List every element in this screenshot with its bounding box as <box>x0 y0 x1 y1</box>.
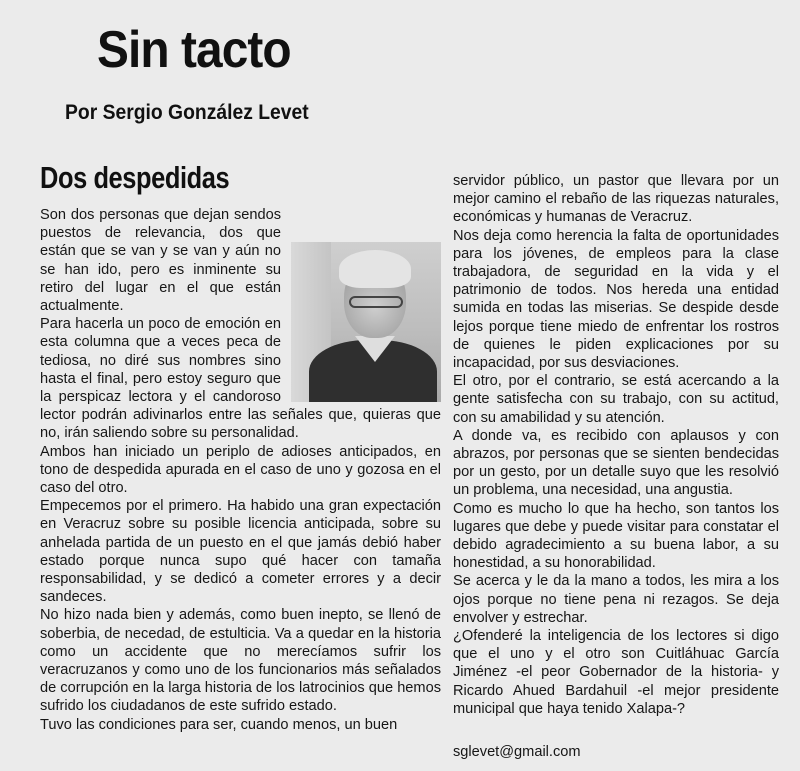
paragraph: Son dos personas que dejan sendos puestos de relevancia, dos que están que se van y se van y aún no se han ido, pero es inminente su retiro del lugar en el que están actualmente. <box>40 207 281 315</box>
article-headline: Dos despedidas <box>40 160 230 195</box>
paragraph: Como es mucho lo que ha hecho, son tantos los lugares que debe y puede visitar para constatar el debido agradecimiento a su buena labor, a su honestidad, a su honorabilidad. <box>453 500 779 572</box>
paragraph: Se acerca y le da la mano a todos, les mira a los ojos porque no tiene pena ni rezagos. Se deja envolver y estrechar. <box>453 573 779 626</box>
author-email: sglevet@gmail.com <box>453 744 581 760</box>
paragraph: ¿Ofenderé la inteligencia de los lectores si digo que el uno y el otro son Cuitláhuac García Jiménez -el peor Gobernador de la historia- y Ricardo Ahued Bardahuil -el mejor presidente municipal que haya tenido Xalapa-? <box>453 628 779 717</box>
byline: Por Sergio González Levet <box>65 101 309 124</box>
paragraph: El otro, por el contrario, se está acercando a la gente satisfecha con su trabajo, con su actitud, con su amabilidad y su atención. <box>453 373 779 426</box>
paragraph: Empecemos por el primero. Ha habido una gran expectación en Veracruz sobre su posible licencia anticipada, sobre su anhelada partida de un puesto en el que jamás debió haber estado porque nunca supo qué hacer con tamaña responsabilidad, y se dedicó a cometer errores y a decir sandeces. <box>40 498 441 606</box>
right-column <box>453 172 779 718</box>
paragraph: servidor público, un pastor que llevara por un mejor camino el rebaño de las riquezas naturales, económicas y humanas de Veracruz. <box>453 173 779 226</box>
paragraph: Ambos han iniciado un periplo de adioses anticipados, en tono de despedida apurada en el caso de uno y gozosa en el caso del otro. <box>40 443 441 497</box>
left-column <box>40 206 441 734</box>
author-photo <box>291 242 441 402</box>
paragraph: A donde va, es recibido con aplausos y con abrazos, por personas que se sienten bendecidas por un gesto, por un detalle suyo que les resolvió un problema, una necesidad, una angustia. <box>453 427 779 499</box>
paragraph: Nos deja como herencia la falta de oportunidades para los jóvenes, de empleos para la clase trabajadora, de seguridad en la vida y el patrimonio de todos. Nos hereda una entidad sumida en todas las miserias. Se despide desde lejos porque tiene miedo de enfrentar los rostros de quienes le piden explicaciones por su incapacidad, por sus desviaciones. <box>453 227 779 372</box>
paragraph: Para hacerla un poco de emoción en esta columna que a veces peca de tediosa, no diré sus nombres sino hasta el final, pero estoy seguro que la perspicaz lectora y el candoroso lector podrán adivinarlos entre las señales que, quieras que no, irán saliendo sobre su personalidad. <box>40 316 441 442</box>
paragraph: No hizo nada bien y además, como buen inepto, se llenó de soberbia, de necedad, de estulticia. Va a quedar en la historia como un accidente que no merecíamos sufrir los veracruzanos y como uno de los funcionarios más señalados de corrupción en la larga historia de los latrocinios que hemos sufrido los ciudadanos de este sufrido estado. <box>40 607 441 715</box>
paragraph: Tuvo las condiciones para ser, cuando menos, un buen <box>40 716 398 733</box>
column-title: Sin tacto <box>97 21 291 79</box>
